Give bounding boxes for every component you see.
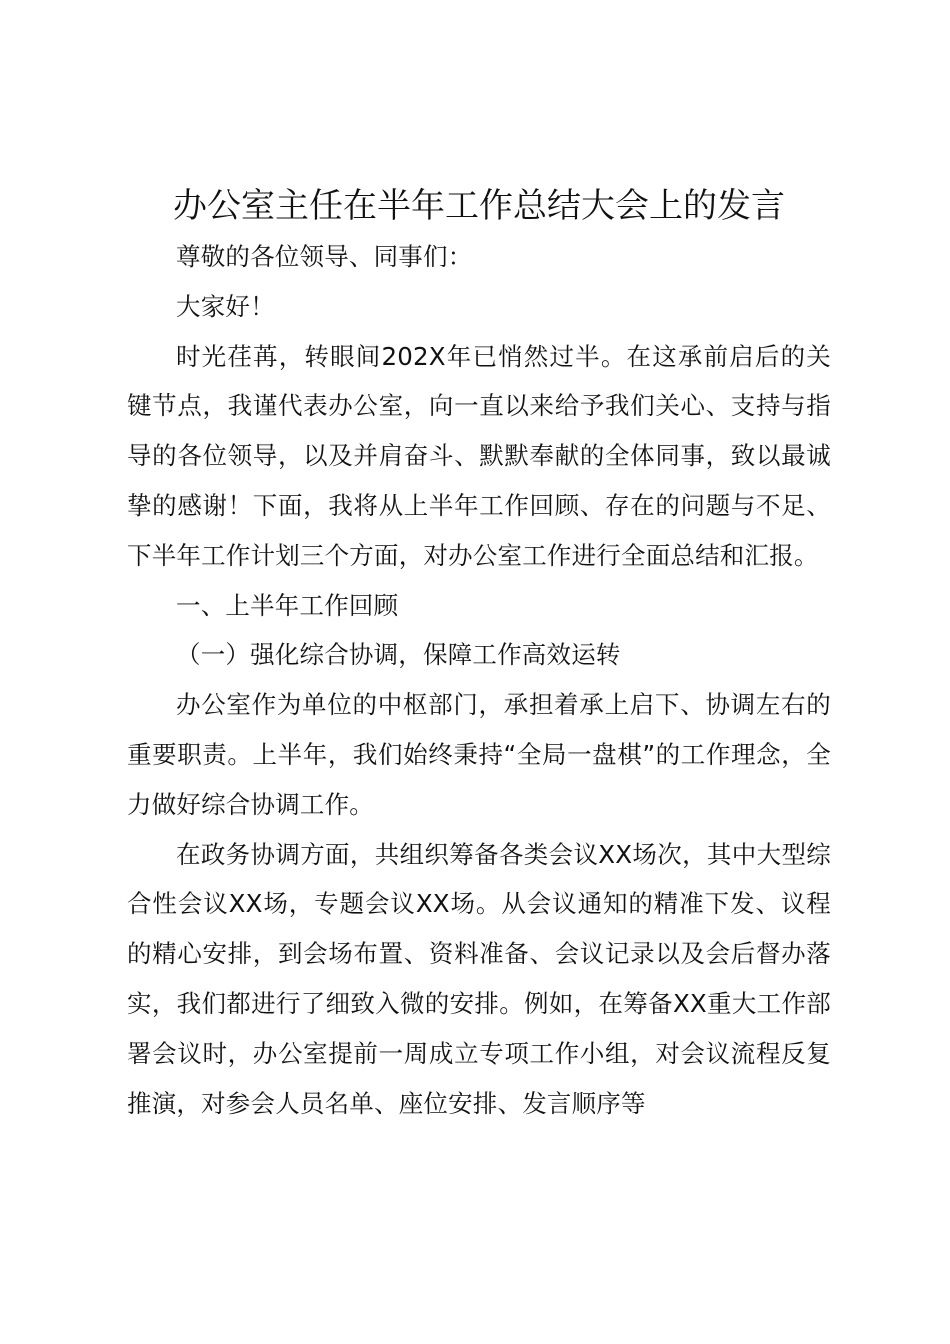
document-title: 办公室主任在半年工作总结大会上的发言 — [173, 186, 785, 226]
subsection-heading: （一）强化综合协调，保障工作高效运转 — [176, 640, 621, 670]
body-paragraph: 办公室作为单位的中枢部门，承担着承上启下、协调左右的重要职责。上半年，我们始终秉持“全局一盘棋”的工作理念，全力做好综合协调工作。 — [127, 690, 831, 819]
intro-paragraph: 时光荏苒，转眼间202X年已悄然过半。在这承前启后的关键节点，我谨代表办公室，向一直以来给予我们关心、支持与指导的各位领导，以及并肩奋斗、默默奉献的全体同事，致以最诚挚的感谢！下面，我将从上半年工作回顾、存在的问题与不足、下半年工作计划三个方面，对办公室工作进行全面总结和汇报。 — [127, 341, 831, 570]
salutation: 尊敬的各位领导、同事们： — [176, 242, 473, 271]
greeting: 大家好！ — [176, 291, 275, 321]
document-body — [127, 180, 831, 1128]
section-heading: 一、上半年工作回顾 — [176, 590, 399, 620]
body-paragraph: 在政务协调方面，共组织筹备各类会议XX场次，其中大型综合性会议XX场，专题会议XX场。从会议通知的精准下发、议程的精心安排，到会场布置、资料准备、会议记录以及会后督办落实，我们都进行了细致入微的安排。例如，在筹备XX重大工作部署会议时，办公室提前一周成立专项工作小组，对会议流程反复推演，对参会人员名单、座位安排、发言顺序等 — [127, 839, 831, 1118]
